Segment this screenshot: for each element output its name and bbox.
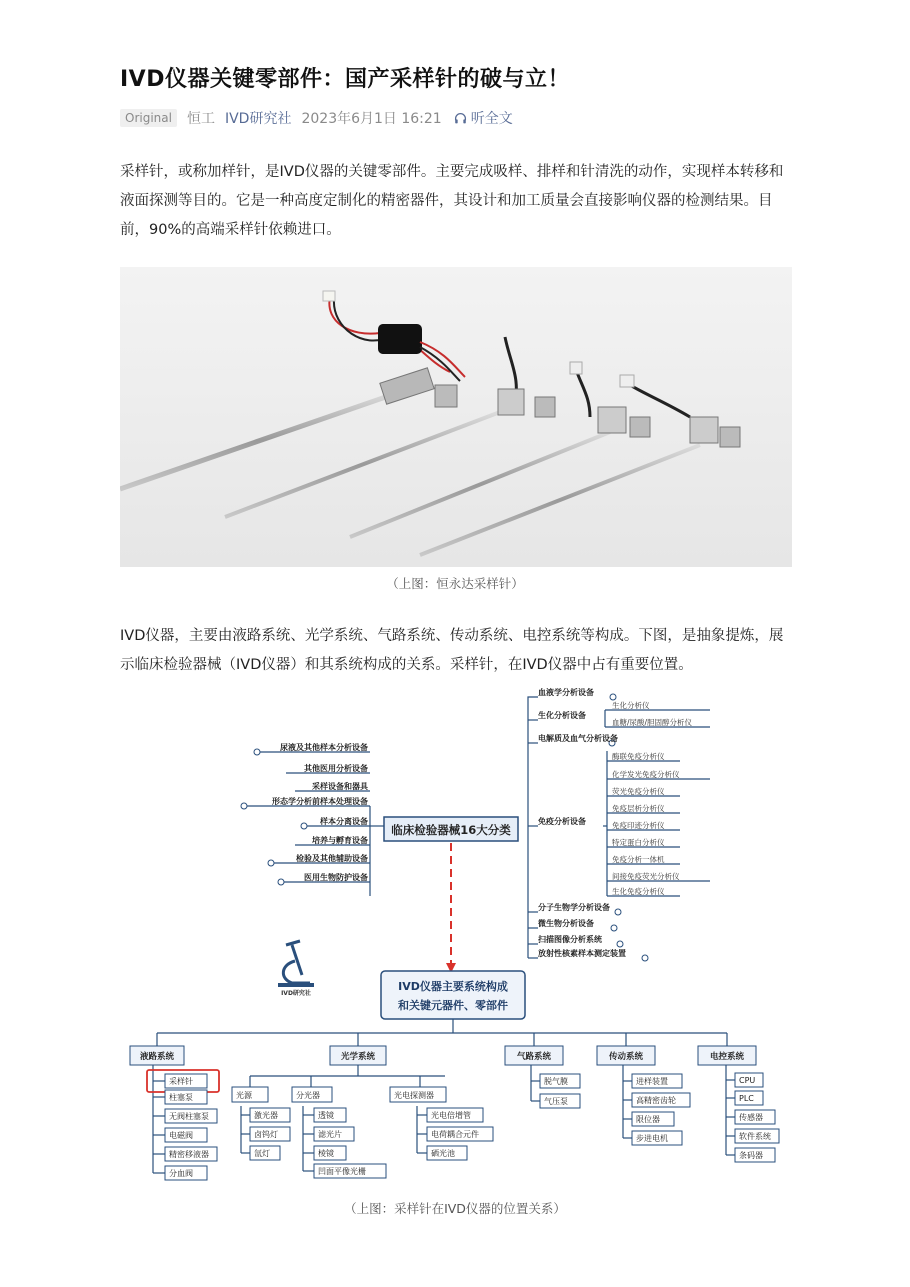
gas-item-1: 脱气膜 bbox=[544, 1077, 568, 1086]
light-source-3: 氙灯 bbox=[254, 1149, 270, 1158]
classification-hub bbox=[384, 817, 518, 841]
dashed-arrow bbox=[446, 843, 456, 973]
system-gas: 气路系统 bbox=[516, 1052, 552, 1062]
gas-item-2: 气压泵 bbox=[544, 1097, 568, 1106]
left-category-7: 检验及其他辅助设备 bbox=[296, 854, 368, 863]
electric-item-5: 条码器 bbox=[739, 1151, 763, 1160]
immuno-sub-7: 免疫分析一体机 bbox=[612, 855, 665, 864]
article-meta bbox=[120, 106, 513, 130]
gas-items bbox=[540, 1074, 580, 1108]
electric-item-2: PLC bbox=[739, 1094, 754, 1103]
category-biochem: 生化分析设备 bbox=[538, 711, 586, 720]
immuno-sub-4: 免疫层析分析仪 bbox=[612, 804, 665, 813]
account-link[interactable]: IVD研究社 bbox=[224, 111, 292, 127]
drive-item-3: 限位器 bbox=[636, 1115, 660, 1124]
system-drive: 传动系统 bbox=[608, 1052, 644, 1062]
electric-item-1: CPU bbox=[739, 1076, 756, 1085]
liquid-item-6: 分血阀 bbox=[169, 1169, 193, 1178]
optical-items bbox=[232, 1087, 493, 1178]
left-categories bbox=[272, 742, 369, 882]
microscope-logo bbox=[278, 941, 314, 997]
category-immuno: 免疫分析设备 bbox=[538, 817, 586, 826]
biochem-subitems bbox=[612, 700, 693, 727]
immuno-sub-8: 间接免疫荧光分析仪 bbox=[612, 872, 680, 881]
splitter-2: 滤光片 bbox=[318, 1130, 342, 1139]
article-title: IVD仪器关键零部件：国产采样针的破与立！ bbox=[120, 67, 570, 92]
liquid-item-1: 采样针 bbox=[169, 1077, 193, 1086]
optical-group-1: 光源 bbox=[236, 1091, 252, 1100]
left-category-5: 样本分离设备 bbox=[320, 817, 368, 826]
drive-item-1: 进样装置 bbox=[636, 1077, 668, 1086]
system-title-box bbox=[381, 971, 525, 1019]
diagram-caption: （上图：采样针在IVD仪器的位置关系） bbox=[344, 1201, 566, 1216]
original-badge: Original bbox=[120, 109, 177, 127]
biochem-sub-1: 生化分析仪 bbox=[612, 701, 650, 710]
electric-item-4: 软件系统 bbox=[739, 1132, 771, 1141]
intro-paragraph: 采样针，或称加样针，是IVD仪器的关键零部件。主要完成吸样、排样和针清洗的动作，实现样本转移和液面探测等目的。它是一种高度定制化的精密器件，其设计和加工质量会直接影响仪器的检测结果。目前，90%的高端采样针依赖进口。 bbox=[120, 164, 784, 238]
system-optical: 光学系统 bbox=[340, 1052, 376, 1062]
category-radionuclide: 放射性核素样本测定装置 bbox=[538, 949, 626, 958]
optical-group-3: 光电探测器 bbox=[394, 1091, 434, 1100]
splitter-4: 凹面平像光栅 bbox=[318, 1167, 366, 1176]
biochem-sub-2: 血糖/尿酸/胆固醇分析仪 bbox=[612, 718, 693, 727]
left-category-2: 其他医用分析设备 bbox=[304, 764, 368, 773]
splitter-3: 棱镜 bbox=[318, 1149, 334, 1158]
category-imaging: 扫描图像分析系统 bbox=[538, 935, 602, 944]
immuno-sub-3: 荧光免疫分析仪 bbox=[612, 787, 665, 796]
system-title-line2: 和关键元器件、零部件 bbox=[398, 999, 508, 1012]
immuno-sub-6: 特定蛋白分析仪 bbox=[612, 838, 665, 847]
publish-date: 2023年6月1日 16:21 bbox=[301, 111, 442, 127]
drive-item-2: 高精密齿轮 bbox=[636, 1096, 676, 1105]
category-blood: 血液学分析设备 bbox=[538, 688, 594, 697]
electric-items bbox=[735, 1073, 779, 1162]
system-paragraph: IVD仪器，主要由液路系统、光学系统、气路系统、传动系统、电控系统等构成。下图，是抽象提炼，展示临床检验器械（IVD仪器）和其系统构成的关系。采样针，在IVD仪器中占有重要位置。 bbox=[120, 628, 784, 673]
system-liquid: 液路系统 bbox=[139, 1052, 175, 1062]
left-category-8: 医用生物防护设备 bbox=[304, 873, 368, 882]
photo-caption: （上图：恒永达采样针） bbox=[386, 576, 524, 591]
light-source-1: 激光器 bbox=[254, 1111, 278, 1120]
light-source-2: 卤钨灯 bbox=[254, 1130, 278, 1139]
left-category-4: 形态学分析前样本处理设备 bbox=[272, 797, 368, 806]
liquid-item-2: 柱塞泵 bbox=[169, 1093, 193, 1102]
splitter-1: 透镜 bbox=[318, 1111, 334, 1120]
drive-items bbox=[632, 1074, 690, 1145]
logo-text: IVD研究社 bbox=[281, 990, 311, 997]
hub-title: 临床检验器械16大分类 bbox=[391, 823, 511, 837]
system-headers bbox=[130, 1046, 756, 1065]
system-title-line1: IVD仪器主要系统构成 bbox=[398, 980, 508, 993]
category-electrolyte: 电解质及血气分析设备 bbox=[538, 734, 618, 743]
listen-button[interactable] bbox=[454, 108, 513, 128]
liquid-item-4: 电磁阀 bbox=[169, 1131, 193, 1140]
category-molecular: 分子生物学分析设备 bbox=[538, 903, 610, 912]
detector-1: 光电倍增管 bbox=[431, 1111, 471, 1120]
author-name: 恒工 bbox=[186, 111, 215, 127]
left-category-1: 尿液及其他样本分析设备 bbox=[280, 743, 368, 752]
immuno-subitems bbox=[612, 751, 680, 896]
sampling-needle-photo bbox=[120, 267, 792, 567]
electric-item-3: 传感器 bbox=[739, 1113, 763, 1122]
detector-3: 硒光池 bbox=[431, 1149, 455, 1158]
immuno-sub-2: 化学发光免疫分析仪 bbox=[612, 770, 680, 779]
optical-group-2: 分光器 bbox=[296, 1091, 320, 1100]
left-category-6: 培养与孵育设备 bbox=[312, 836, 368, 845]
category-microbe: 微生物分析设备 bbox=[538, 919, 594, 928]
immuno-sub-1: 酶联免疫分析仪 bbox=[612, 752, 665, 761]
drive-item-4: 步进电机 bbox=[636, 1134, 668, 1143]
liquid-items bbox=[147, 1070, 219, 1180]
system-electric: 电控系统 bbox=[709, 1052, 745, 1062]
detector-2: 电荷耦合元件 bbox=[431, 1130, 479, 1139]
left-category-3: 采样设备和器具 bbox=[312, 782, 368, 791]
headphones-icon bbox=[454, 112, 467, 125]
ivd-system-diagram bbox=[120, 683, 792, 1188]
immuno-sub-9: 生化免疫分析仪 bbox=[612, 887, 665, 896]
liquid-item-3: 无阀柱塞泵 bbox=[169, 1112, 209, 1121]
liquid-item-5: 精密移液器 bbox=[169, 1150, 209, 1159]
listen-label: 听全文 bbox=[470, 111, 513, 127]
immuno-sub-5: 免疫印迹分析仪 bbox=[612, 821, 665, 830]
